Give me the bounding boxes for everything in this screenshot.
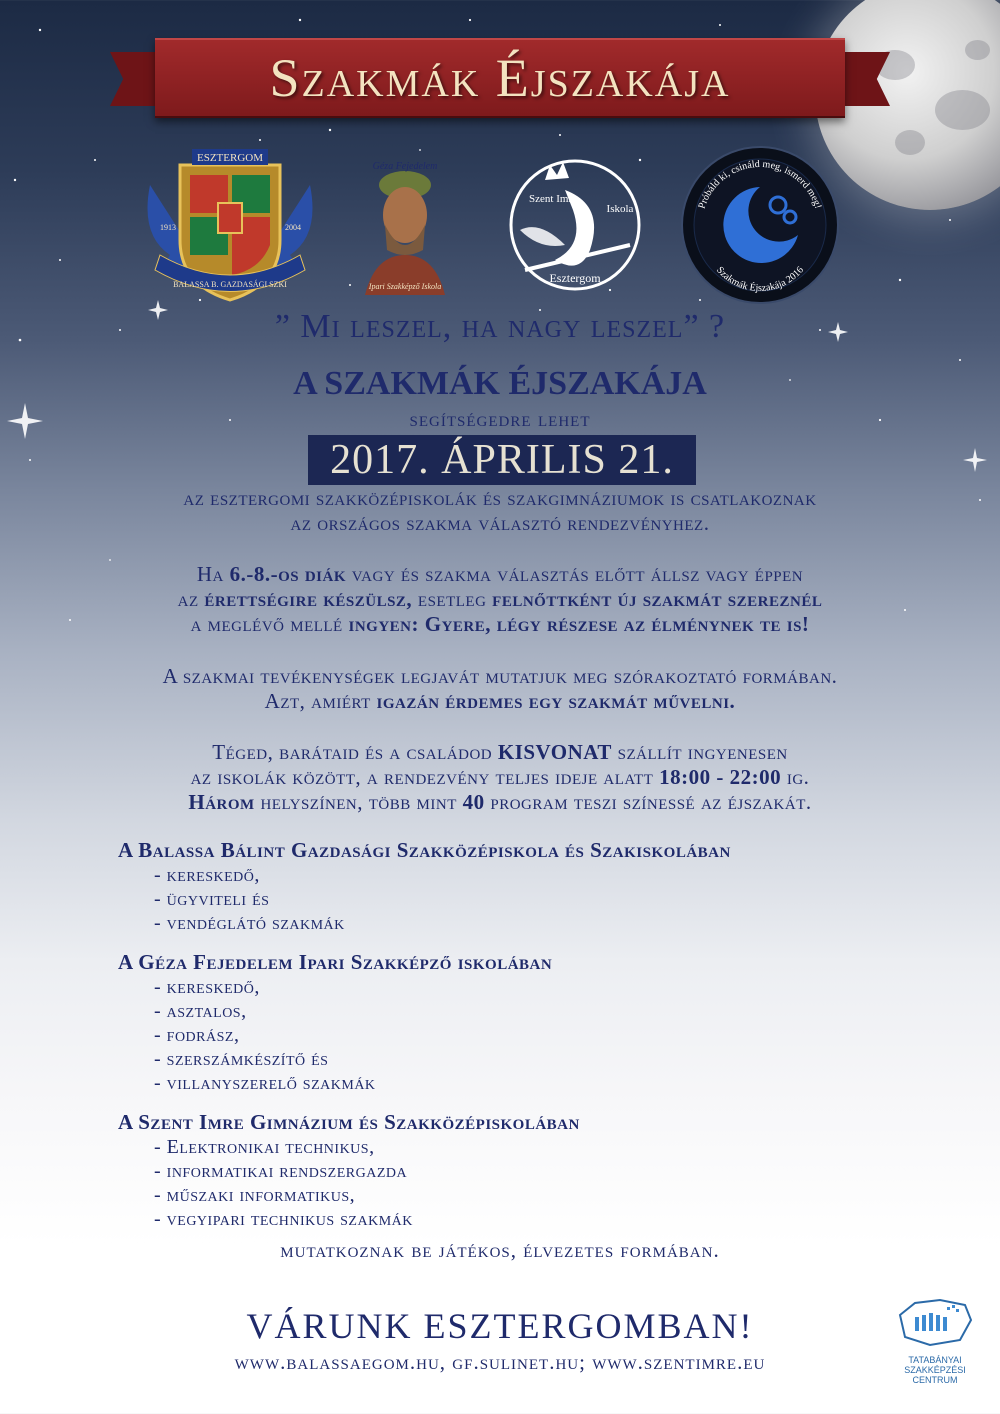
text-emphasis: igazán érdemes egy szakmát művelni. <box>376 689 736 713</box>
school-section-szentimre <box>118 1110 580 1231</box>
paragraph-line: az esztergomi szakközépiskolák és szakgimnáziumok is csatlakoznak <box>183 486 817 510</box>
text-segment: Azt, amiért <box>264 689 377 713</box>
text-emphasis: érettségire készülsz, <box>204 587 413 611</box>
balassa-ribbon-text: BALASSA B. GAZDASÁGI SZKI <box>173 280 287 289</box>
paragraph-line <box>0 790 1000 815</box>
text-segment: esetleg <box>412 587 493 611</box>
text-emphasis: 6.-8.-os diák <box>229 562 347 586</box>
school-list-item: - vendéglátó szakmák <box>154 912 345 934</box>
paragraph-line: az országos szakma választó rendezvényhez. <box>290 511 710 535</box>
footer-title: VÁRUNK ESZTERGOMBAN! <box>246 1306 754 1346</box>
text-segment: az <box>177 587 205 611</box>
geza-top-text: Géza Fejedelem <box>372 161 438 172</box>
school-list-item: - informatikai rendszergazda <box>154 1160 408 1182</box>
text-segment: szállít ingyenesen <box>611 740 788 764</box>
text-segment: helyszínen, több mint <box>254 790 463 814</box>
paragraph-line: A szakmai tevékenységek legjavát mutatjuk meg szórakoztató formában. <box>162 664 838 688</box>
event-name: A SZAKMÁK ÉJSZAKÁJA <box>293 365 707 402</box>
text-segment: ig. <box>781 765 810 789</box>
school-list-item: - Elektronikai technikus, <box>154 1136 375 1158</box>
school-list-item: - kereskedő, <box>154 976 260 998</box>
szent-imre-logo <box>495 150 655 300</box>
text-emphasis: Három <box>188 790 255 814</box>
szentimre-top-text: Szent Imre <box>529 193 577 205</box>
balassa-top-text: ESZTERGOM <box>197 152 263 164</box>
page-title: Szakmák Éjszakája <box>269 48 731 108</box>
text-segment: vagy és szakma választás előtt állsz vagy éppen <box>346 562 804 586</box>
paragraph-line <box>0 740 1000 765</box>
paragraph-audience <box>0 562 1000 637</box>
paragraph-activities <box>0 664 1000 714</box>
event-date: 2017. ÁPRILIS 21. <box>330 437 674 483</box>
text-emphasis: ingyen: Gyere, légy részese az élménynek te is! <box>348 612 810 636</box>
hungary-map-icon <box>895 1295 975 1350</box>
school-title: A Szent Imre Gimnázium és Szakközépiskolában <box>118 1110 580 1134</box>
text-segment: a meglévő mellé <box>190 612 349 636</box>
text-segment: Téged, barátaid és a családod <box>212 740 498 764</box>
school-list-item: - vegyipari technikus szakmák <box>154 1208 413 1230</box>
tsc-line: SZAKKÉPZÉSI <box>904 1365 966 1375</box>
geza-fejedelem-logo <box>345 155 465 300</box>
school-section-geza <box>118 950 552 1095</box>
text-emphasis: 18:00 - 22:00 <box>659 765 782 789</box>
badge-top-text: Próbáld ki, csináld meg, ismerd meg! <box>696 158 824 211</box>
banner-ribbon <box>155 38 845 118</box>
paragraph-line <box>0 765 1000 790</box>
school-list-item: - szerszámkészítő és <box>154 1048 329 1070</box>
paragraph-join <box>0 486 1000 536</box>
badge-bottom-text: Szakmák Éjszakája 2016 <box>714 264 806 295</box>
szentimre-right-text: Iskola <box>606 203 634 215</box>
text-segment: program teszi színessé az éjszakát. <box>484 790 812 814</box>
paragraph-line <box>0 689 1000 714</box>
paragraph-line <box>0 587 1000 612</box>
closing-line: mutatkoznak be játékos, élvezetes formában. <box>280 1238 720 1262</box>
szakmak-ejszakaja-2016-badge <box>680 145 840 305</box>
text-emphasis: 40 <box>462 790 485 814</box>
geza-bottom-text: Ipari Szakképző Iskola <box>368 282 442 291</box>
tsc-line: TATABÁNYAI <box>908 1355 962 1365</box>
school-list-item: - ügyviteli és <box>154 888 270 910</box>
school-list-item: - asztalos, <box>154 1000 247 1022</box>
text-emphasis: KISVONAT <box>497 740 612 764</box>
tagline: ” Mi leszel, ha nagy leszel” ? <box>274 308 726 345</box>
tsc-line: CENTRUM <box>912 1375 958 1385</box>
text-segment: az iskolák között, a rendezvény teljes ideje alatt <box>190 765 660 789</box>
date-box <box>308 435 696 485</box>
school-list-item: - kereskedő, <box>154 864 260 886</box>
paragraph-transport <box>0 740 1000 815</box>
school-logos-row <box>0 140 1000 310</box>
balassa-year-right: 2004 <box>285 223 301 232</box>
balassa-year-left: 1913 <box>160 223 176 232</box>
paragraph-line <box>0 562 1000 587</box>
text-segment: Ha <box>196 562 230 586</box>
paragraph-line <box>0 612 1000 637</box>
school-section-balassa <box>118 838 731 935</box>
title-banner <box>110 38 890 118</box>
tatabanyai-szakkepzesi-centrum-logo <box>880 1295 990 1395</box>
school-list-item: - fodrász, <box>154 1024 240 1046</box>
footer-websites[interactable]: www.balassaegom.hu, gf.sulinet.hu; www.szentimre.eu <box>234 1350 766 1374</box>
szentimre-bottom-text: Esztergom <box>549 271 601 285</box>
text-emphasis: felnőttként új szakmát szereznél <box>492 587 823 611</box>
event-subtitle: segítségedre lehet <box>409 406 591 431</box>
school-list-item: - műszaki informatikus, <box>154 1184 356 1206</box>
school-title: A Balassa Bálint Gazdasági Szakközépiskola és Szakiskolában <box>118 838 731 862</box>
school-title: A Géza Fejedelem Ipari Szakképző iskolában <box>118 950 553 974</box>
school-list-item: - villanyszerelő szakmák <box>154 1072 376 1094</box>
balassa-crest-logo <box>140 145 320 305</box>
